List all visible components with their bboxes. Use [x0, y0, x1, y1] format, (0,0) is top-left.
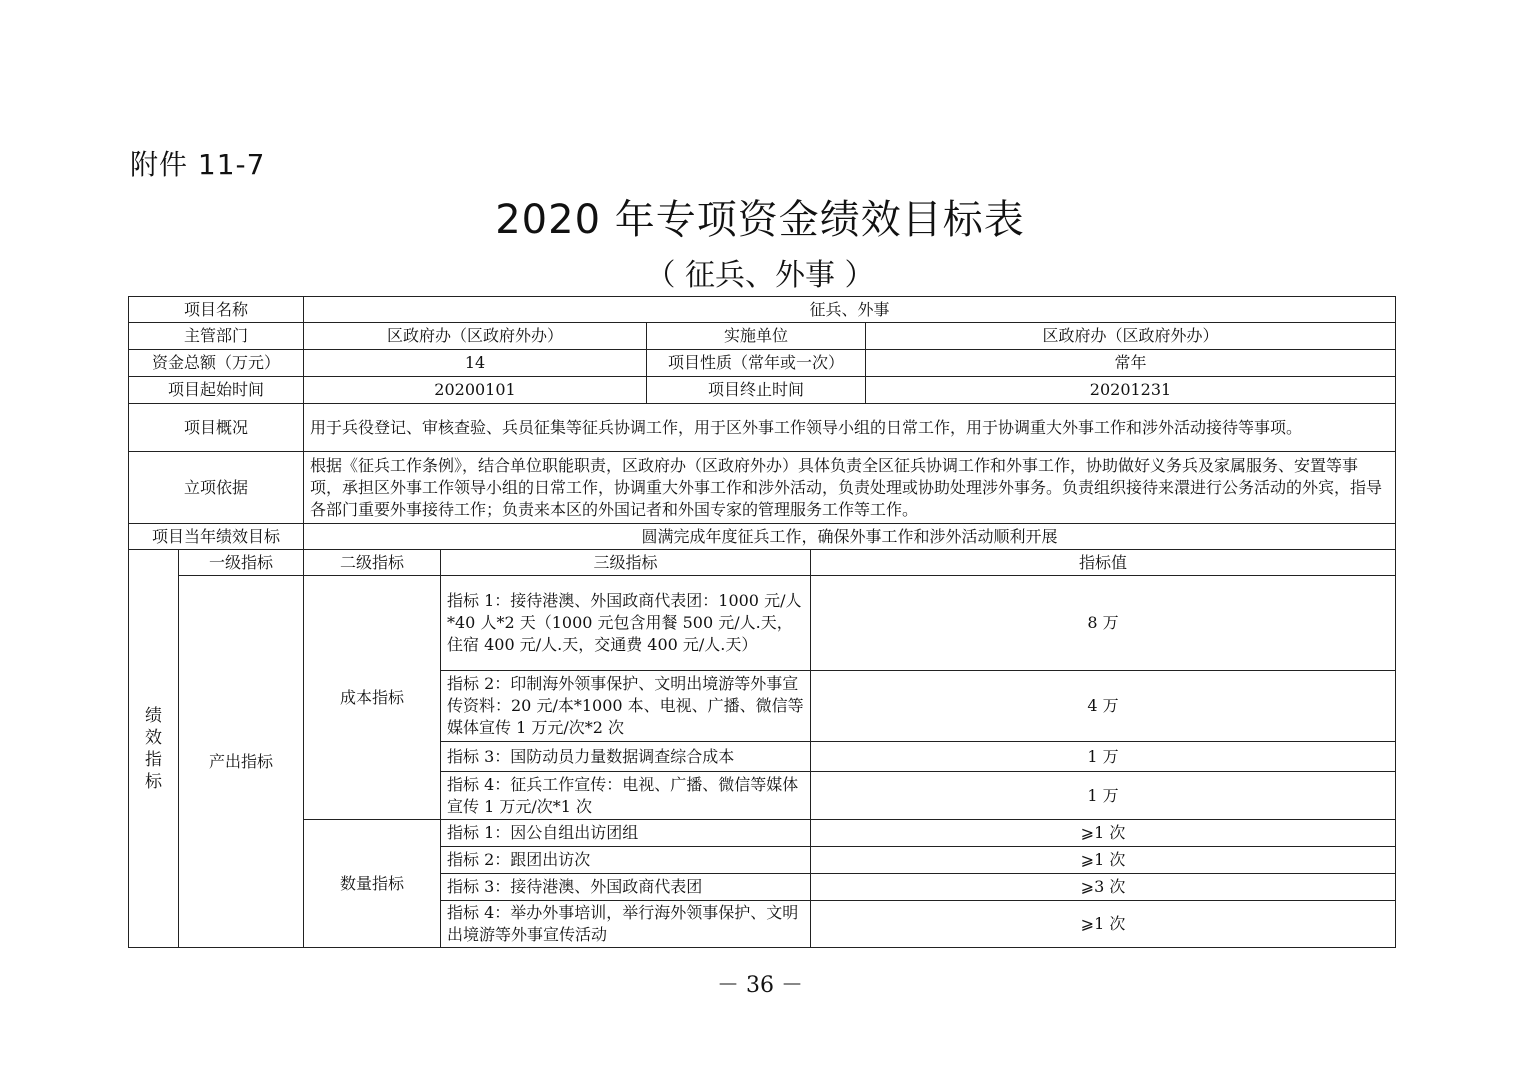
project-name-label: 项目名称: [129, 297, 304, 323]
start-label: 项目起始时间: [129, 377, 304, 404]
goal-value: 圆满完成年度征兵工作，确保外事工作和涉外活动顺利开展: [304, 524, 1396, 550]
quantity-indicator-1: 指标 1：因公自组出访团组: [441, 820, 811, 847]
cost-indicator-3: 指标 3：国防动员力量数据调查综合成本: [441, 742, 811, 772]
unit-value: 区政府办（区政府外办）: [866, 323, 1396, 350]
cost-indicator-1: 指标 1：接待港澳、外国政商代表团：1000 元/人*40 人*2 天（1000 元包含用餐 500 元/人.天，住宿 400 元/人.天，交通费 400 元/人.天）: [441, 576, 811, 671]
quantity-value-3: ⩾3 次: [811, 874, 1396, 901]
row-basis: [129, 452, 1396, 524]
unit-label: 实施单位: [647, 323, 866, 350]
cost-indicator-2: 指标 2：印制海外领事保护、文明出境游等外事宣传资料：20 元/本*1000 本、电视、广播、微信等媒体宣传 1 万元/次*2 次: [441, 671, 811, 742]
goal-label: 项目当年绩效目标: [129, 524, 304, 550]
quantity-indicator-4: 指标 4：举办外事培训，举行海外领事保护、文明出境游等外事宣传活动: [441, 901, 811, 948]
basis-value: 根据《征兵工作条例》，结合单位职能职责，区政府办（区政府外办）具体负责全区征兵协调工作和外事工作，协助做好义务兵及家属服务、安置等事项，承担区外事工作领导小组的日常工作，协调重大外事工作和涉外活动，负责处理或协助处理涉外事务。负责组织接待来澴进行公务活动的外宾，指导各部门重要外事接待工作；负责来本区的外国记者和外国专家的管理服务工作等工作。: [304, 452, 1396, 524]
col-level1-header: 一级指标: [179, 550, 304, 576]
page-subtitle: （ 征兵、外事 ）: [645, 258, 875, 293]
basis-label: 立项依据: [129, 452, 304, 524]
page-title: 2020 年专项资金绩效目标表: [495, 197, 1025, 243]
overview-label: 项目概况: [129, 404, 304, 452]
row-department: [129, 323, 1396, 350]
start-value: 20200101: [304, 377, 647, 404]
cost-value-3: 1 万: [811, 742, 1396, 772]
performance-side-label: 绩 效 指 标: [129, 550, 179, 948]
quantity-indicator-3: 指标 3：接待港澳、外国政商代表团: [441, 874, 811, 901]
row-goal: [129, 524, 1396, 550]
performance-table: [128, 296, 1396, 948]
nature-label: 项目性质（常年或一次）: [647, 350, 866, 377]
row-dates: [129, 377, 1396, 404]
col-level2-header: 二级指标: [304, 550, 441, 576]
fund-label: 资金总额（万元）: [129, 350, 304, 377]
row-project-name: [129, 297, 1396, 323]
project-name-value: 征兵、外事: [304, 297, 1396, 323]
table-row: [129, 576, 1396, 671]
level2-quantity: 数量指标: [304, 820, 441, 948]
end-label: 项目终止时间: [647, 377, 866, 404]
overview-value: 用于兵役登记、审核查验、兵员征集等征兵协调工作，用于区外事工作领导小组的日常工作，用于协调重大外事工作和涉外活动接待等事项。: [304, 404, 1396, 452]
row-fund: [129, 350, 1396, 377]
dept-label: 主管部门: [129, 323, 304, 350]
quantity-value-2: ⩾1 次: [811, 847, 1396, 874]
cost-indicator-4: 指标 4：征兵工作宣传：电视、广播、微信等媒体宣传 1 万元/次*1 次: [441, 772, 811, 820]
level2-cost: 成本指标: [304, 576, 441, 820]
row-overview: [129, 404, 1396, 452]
end-value: 20201231: [866, 377, 1396, 404]
level1-output: 产出指标: [179, 576, 304, 948]
table-row: [129, 820, 1396, 847]
cost-value-4: 1 万: [811, 772, 1396, 820]
row-indicator-header: [129, 550, 1396, 576]
quantity-indicator-2: 指标 2：跟团出访次: [441, 847, 811, 874]
nature-value: 常年: [866, 350, 1396, 377]
col-level3-header: 三级指标: [441, 550, 811, 576]
fund-value: 14: [304, 350, 647, 377]
col-value-header: 指标值: [811, 550, 1396, 576]
dept-value: 区政府办（区政府外办）: [304, 323, 647, 350]
quantity-value-4: ⩾1 次: [811, 901, 1396, 948]
cost-value-2: 4 万: [811, 671, 1396, 742]
quantity-value-1: ⩾1 次: [811, 820, 1396, 847]
page-number: － 36 －: [717, 973, 803, 998]
cost-value-1: 8 万: [811, 576, 1396, 671]
attachment-label: 附件 11-7: [130, 148, 266, 181]
